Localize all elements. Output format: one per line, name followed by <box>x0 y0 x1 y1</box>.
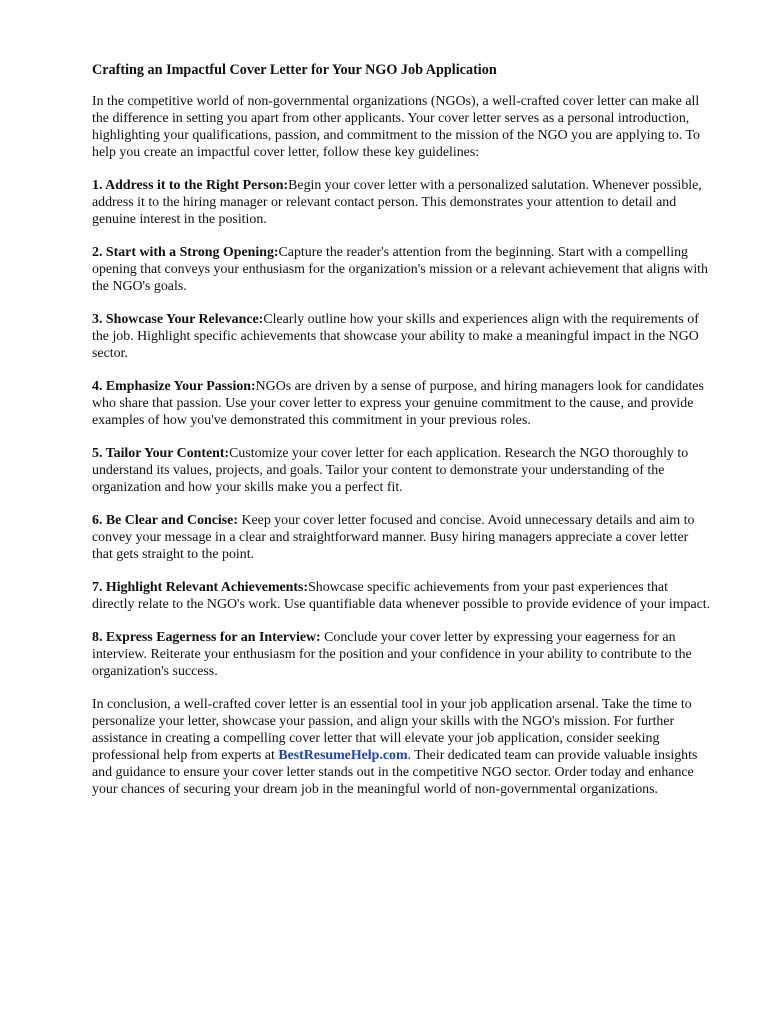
tip-7 <box>92 579 712 613</box>
tip-heading: 8. Express Eagerness for an Interview: <box>92 630 321 645</box>
tip-heading: 5. Tailor Your Content: <box>92 446 230 461</box>
tip-5 <box>92 445 712 496</box>
tip-body: Showcase specific achievements from your past experiences that directly relate to the NGO's work. Use quantifiable data whenever possible to provide evidence of your impact. <box>92 580 711 612</box>
tip-3 <box>92 311 712 362</box>
tip-heading: 6. Be Clear and Concise: <box>92 513 238 528</box>
tip-8 <box>92 629 712 680</box>
conclusion-text: In conclusion, a well-crafted cover letter is an essential tool in your job application arsenal. Take the time to personalize your letter, showcase your passion, and align your skills with the NGO's mission. For further assistance in creating a compelling cover letter that will elevate your job application, consider seeking professional help from experts at <box>92 697 692 763</box>
tip-body: Clearly outline how your skills and experiences align with the requirements of the job. Highlight specific achievements that showcase your ability to make a meaningful impact in the NGO sector. <box>92 312 699 361</box>
tip-body: Customize your cover letter for each application. Research the NGO thoroughly to understand its values, projects, and goals. Tailor your content to demonstrate your understanding of the organization and how your skills make you a perfect fit. <box>92 446 689 495</box>
conclusion-paragraph <box>92 696 712 798</box>
tip-2 <box>92 244 712 295</box>
tip-body: Conclude your cover letter by expressing your eagerness for an interview. Reiterate your enthusiasm for the position and your confidence in your ability to contribute to the organization's success. <box>92 630 692 679</box>
bestresumehelp-link[interactable]: BestResumeHelp.com <box>278 748 408 763</box>
tip-6 <box>92 512 712 563</box>
intro-paragraph: In the competitive world of non-governmental organizations (NGOs), a well-crafted cover letter can make all the difference in setting you apart from other applicants. Your cover letter serves as a personal introduction, highlighting your qualifications, passion, and commitment to the mission of the NGO you are applying to. To help you create an impactful cover letter, follow these key guidelines: <box>92 94 700 160</box>
tip-heading: 7. Highlight Relevant Achievements: <box>92 580 309 595</box>
tip-body: NGOs are driven by a sense of purpose, and hiring managers look for candidates who share that passion. Use your cover letter to express your genuine commitment to the cause, and provide examples of how you've demonstrated this commitment in your previous roles. <box>92 379 704 428</box>
tip-heading: 3. Showcase Your Relevance: <box>92 312 264 327</box>
tip-body: Keep your cover letter focused and concise. Avoid unnecessary details and aim to convey your message in a clear and straightforward manner. Busy hiring managers appreciate a cover letter that gets straight to the point. <box>92 513 695 562</box>
tip-heading: 2. Start with a Strong Opening: <box>92 245 279 260</box>
tip-4 <box>92 378 712 429</box>
conclusion-text: . Their dedicated team can provide valuable insights and guidance to ensure your cover letter stands out in the competitive NGO sector. Order today and enhance your chances of securing your dream job in the meaningful world of non-governmental organizations. <box>92 748 698 797</box>
tip-body: Capture the reader's attention from the beginning. Start with a compelling opening that conveys your enthusiasm for the organization's mission or a relevant achievement that aligns with the NGO's goals. <box>92 245 708 294</box>
document-title: Crafting an Impactful Cover Letter for Your NGO Job Application <box>92 62 497 78</box>
tip-heading: 4. Emphasize Your Passion: <box>92 379 256 394</box>
tip-1 <box>92 177 712 228</box>
tip-body: Begin your cover letter with a personalized salutation. Whenever possible, address it to the hiring manager or relevant contact person. This demonstrates your attention to detail and genuine interest in the position. <box>92 178 702 227</box>
tip-heading: 1. Address it to the Right Person: <box>92 178 289 193</box>
